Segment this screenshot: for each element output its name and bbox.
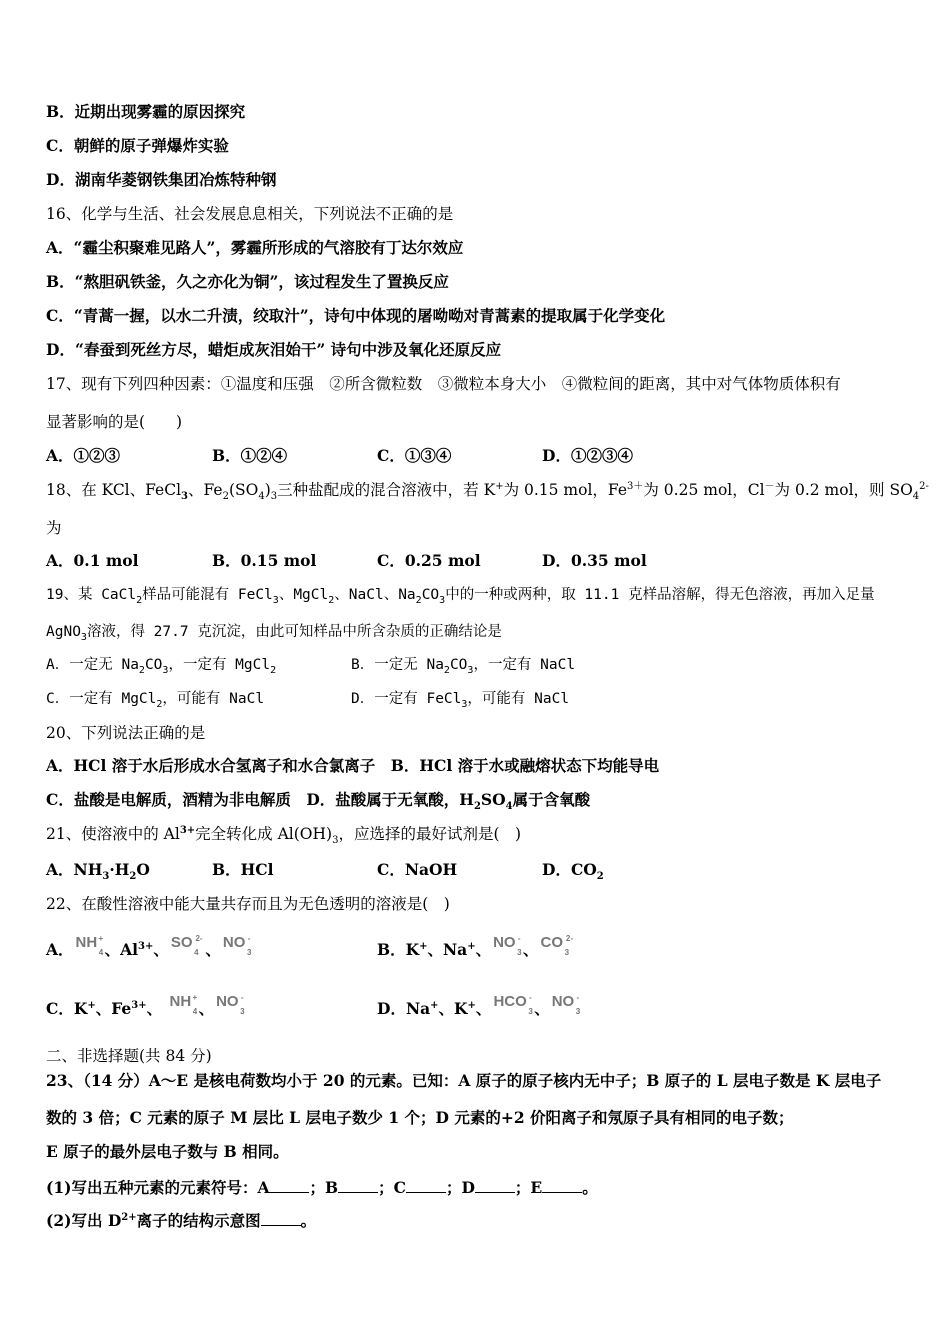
ion-no3: NO - 3	[222, 934, 252, 957]
question-19: 19、某 CaCl$_2$样品可能混有 FeCl$_3$、MgCl$_2$、NaCl、$Na_2CO_3$中的一种或两种，取 11.1 克样品溶解，得无色溶液，再加入足量	[46, 587, 875, 606]
ion-co3: CO 2- 3	[540, 934, 574, 957]
q19-option-c: C．一定有 MgCl$_2$，可能有 NaCl	[46, 691, 265, 710]
q16-option-b: B．“熬胆矾铁釜，久之亦化为铜”，该过程发生了置换反应	[46, 272, 449, 291]
answer-blank-e[interactable]	[542, 1178, 582, 1193]
ion-nh4: NH + 4	[75, 934, 104, 957]
question-18-cont: 为	[46, 519, 62, 537]
q18-option-a: A．0.1 mol	[46, 551, 139, 570]
q17-option-d: D．①②③④	[542, 446, 633, 465]
question-17: 17、现有下列四种因素：①温度和压强 ②所含微粒数 ③微粒本身大小 ④微粒间的距离，其中对气体物质体积有	[46, 375, 841, 393]
q22-option-b: B．K+、Na+、 NO - 3 、 CO 2- 3	[377, 934, 574, 959]
question-21: 21、使溶液中的 $Al^{3+}$完全转化成 $Al(OH)_3$，应选择的最好试剂是( )	[46, 824, 522, 847]
ion-hco3: HCO - 3	[493, 993, 533, 1016]
q19-option-a: A．一定无 $Na_2CO_3$，一定有 MgCl$_2$	[46, 657, 277, 676]
question-23-line2: 数的 3 倍；C 元素的原子 M 层比 L 层电子数少 1 个；D 元素的+2 价阳离子和氖原子具有相同的电子数；	[46, 1108, 794, 1127]
q22-option-c: C．K+、$Fe^{3+}$、 NH + 4 、 NO - 3	[46, 993, 245, 1018]
answer-blank-c[interactable]	[406, 1178, 446, 1193]
question-22: 22、在酸性溶液中能大量共存而且为无色透明的溶液是( )	[46, 895, 450, 913]
q21-option-d: D．$CO_2$	[542, 860, 604, 883]
q19-option-b: B．一定无 $Na_2CO_3$，一定有 NaCl	[351, 657, 576, 676]
q19-option-d: D．一定有 FeCl$_3$，可能有 NaCl	[351, 691, 570, 710]
ion-no3: NO - 3	[493, 934, 522, 957]
question-20: 20、下列说法正确的是	[46, 724, 206, 742]
question-23-part1: (1)写出五种元素的元素符号：A ；B ；C ；D ；E 。	[46, 1178, 598, 1197]
q16-option-a: A．“霾尘积聚难见路人”，雾霾所形成的气溶胶有丁达尔效应	[46, 238, 464, 257]
ion-nh4: NH + 4	[169, 993, 198, 1016]
option-b-line: B．近期出现雾霾的原因探究	[46, 102, 246, 121]
q21-option-b: B．HCl	[212, 860, 274, 879]
option-d-line: D．湖南华菱钢铁集团冶炼特种钢	[46, 170, 277, 189]
question-18: 18、在 KCl、FeCl$_3$、$Fe_2(SO_4)_3$三种盐配成的混合溶液中，若 K+为 0.15 mol，$Fe^{3+}$为 0.25 mol，Cl－为 0.2 mol，则 $SO_4^{2-}$	[46, 480, 929, 503]
q22-option-d: D．Na+、K+、 HCO - 3 、 NO - 3	[377, 993, 581, 1018]
ion-no3: NO - 3	[551, 993, 581, 1016]
question-23: 23、（14 分）A～E 是核电荷数均小于 20 的元素。已知：A 原子的原子核内无中子；B 原子的 L 层电子数是 K 层电子	[46, 1071, 882, 1090]
q22-option-a: A． NH + 4 、$Al^{3+}$、 SO 2- 4 、 NO - 3	[46, 934, 252, 959]
q21-option-c: C．NaOH	[377, 860, 458, 879]
answer-blank-b[interactable]	[338, 1178, 378, 1193]
ion-so4: SO 2- 4	[170, 934, 203, 957]
q17-option-a: A．①②③	[46, 446, 121, 465]
question-17-cont: 显著影响的是( )	[46, 413, 183, 431]
q18-option-c: C．0.25 mol	[377, 551, 481, 570]
q18-option-b: B．0.15 mol	[212, 551, 317, 570]
question-23-part2: (2)写出 $D^{2+}$离子的结构示意图 。	[46, 1211, 317, 1230]
question-16: 16、化学与生活、社会发展息息相关，下列说法不正确的是	[46, 205, 454, 223]
q21-option-a: A．$NH_3\cdot H_2O$	[46, 860, 150, 883]
q20-options-ab: A．HCl 溶于水后形成水合氢离子和水合氯离子 B．HCl 溶于水或融熔状态下均能导电	[46, 756, 660, 775]
q20-options-cd: C．盐酸是电解质，酒精为非电解质 D．盐酸属于无氧酸，$H_2SO_4$属于含氧酸	[46, 790, 591, 813]
q18-option-d: D．0.35 mol	[542, 551, 647, 570]
q16-option-c: C．“青蒿一握，以水二升渍，绞取汁”，诗句中体现的屠呦呦对青蒿素的提取属于化学变化	[46, 306, 666, 325]
question-19-cont: AgNO$_3$溶液，得 27.7 克沉淀，由此可知样品中所含杂质的正确结论是	[46, 624, 502, 643]
answer-blank-a[interactable]	[269, 1178, 309, 1193]
answer-blank-diagram[interactable]	[261, 1211, 301, 1226]
ion-no3: NO - 3	[216, 993, 245, 1016]
option-c-line: C．朝鲜的原子弹爆炸实验	[46, 136, 229, 155]
answer-blank-d[interactable]	[475, 1178, 515, 1193]
question-23-line3: E 原子的最外层电子数与 B 相同。	[46, 1142, 289, 1161]
q17-option-c: C．①③④	[377, 446, 452, 465]
section-2-title: 二、非选择题(共 84 分)	[46, 1047, 212, 1065]
q16-option-d: D．“春蚕到死丝方尽，蜡炬成灰泪始干” 诗句中涉及氧化还原反应	[46, 340, 502, 359]
q17-option-b: B．①②④	[212, 446, 288, 465]
